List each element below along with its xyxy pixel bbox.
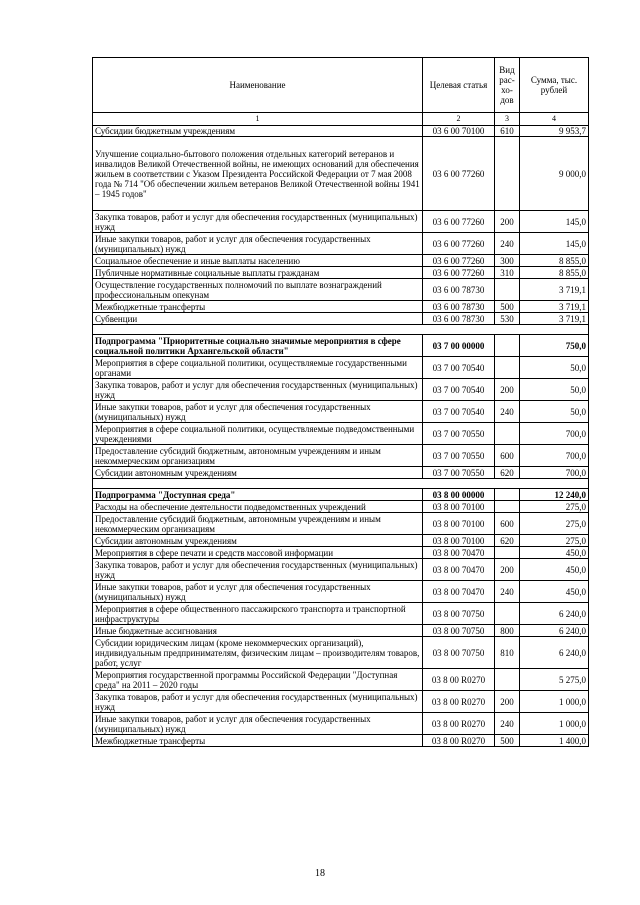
row-sum: 6 240,0 xyxy=(520,637,589,669)
row-sum: 8 855,0 xyxy=(520,255,589,267)
row-name: Закупка товаров, работ и услуг для обеспечения государственных (муниципальных) нужд xyxy=(93,211,423,233)
row-name: Иные закупки товаров, работ и услуг для обеспечения государственных (муниципальных) нужд xyxy=(93,401,423,423)
row-vid xyxy=(495,137,520,211)
row-sum: 450,0 xyxy=(520,547,589,559)
row-code: 03 6 00 77260 xyxy=(423,267,495,279)
row-name: Закупка товаров, работ и услуг для обеспечения государственных (муниципальных) нужд xyxy=(93,559,423,581)
row-sum: 6 240,0 xyxy=(520,625,589,637)
table-row xyxy=(93,423,589,445)
row-sum: 12 240,0 xyxy=(520,489,589,501)
table-row xyxy=(93,445,589,467)
spacer-row xyxy=(93,479,589,489)
header-name: Наименование xyxy=(93,58,423,113)
row-vid: 530 xyxy=(495,313,520,325)
row-code: 03 8 00 70470 xyxy=(423,547,495,559)
row-code: 03 8 00 00000 xyxy=(423,489,495,501)
row-name: Предоставление субсидий бюджетным, автономным учреждениям и иным некоммерческим организациям xyxy=(93,445,423,467)
row-vid: 240 xyxy=(495,713,520,735)
row-code: 03 6 00 77260 xyxy=(423,233,495,255)
row-name: Мероприятия в сфере общественного пассажирского транспорта и транспортной инфраструктуры xyxy=(93,603,423,625)
header-target: Целевая статья xyxy=(423,58,495,113)
row-sum: 3 719,1 xyxy=(520,301,589,313)
row-name: Подпрограмма "Доступная среда" xyxy=(93,489,423,501)
table-row xyxy=(93,513,589,535)
row-code: 03 6 00 77260 xyxy=(423,211,495,233)
row-name: Субсидии автономным учреждениям xyxy=(93,467,423,479)
table-row xyxy=(93,255,589,267)
table-row xyxy=(93,581,589,603)
row-sum: 3 719,1 xyxy=(520,279,589,301)
table-row xyxy=(93,267,589,279)
row-code: 03 7 00 70540 xyxy=(423,401,495,423)
row-vid: 200 xyxy=(495,691,520,713)
table-row xyxy=(93,126,589,137)
row-name: Иные бюджетные ассигнования xyxy=(93,625,423,637)
row-name: Социальное обеспечение и иные выплаты населению xyxy=(93,255,423,267)
row-sum: 3 719,1 xyxy=(520,313,589,325)
document-page xyxy=(92,57,588,747)
spacer-cell xyxy=(93,325,589,335)
row-name: Расходы на обеспечение деятельности подведомственных учреждений xyxy=(93,501,423,513)
header-row xyxy=(93,58,589,113)
row-vid xyxy=(495,489,520,501)
row-name: Иные закупки товаров, работ и услуг для обеспечения государственных (муниципальных) нужд xyxy=(93,713,423,735)
row-vid: 600 xyxy=(495,445,520,467)
row-code: 03 8 00 70750 xyxy=(423,637,495,669)
row-vid: 810 xyxy=(495,637,520,669)
row-code: 03 6 00 78730 xyxy=(423,279,495,301)
table-row xyxy=(93,637,589,669)
row-vid xyxy=(495,279,520,301)
table-row xyxy=(93,559,589,581)
row-sum: 9 953,7 xyxy=(520,126,589,137)
row-vid xyxy=(495,669,520,691)
row-code: 03 8 00 R0270 xyxy=(423,691,495,713)
table-body xyxy=(93,126,589,747)
page-number: 18 xyxy=(315,868,325,879)
table-row xyxy=(93,735,589,747)
spacer-cell xyxy=(93,479,589,489)
row-vid: 500 xyxy=(495,301,520,313)
row-code: 03 8 00 R0270 xyxy=(423,669,495,691)
row-code: 03 7 00 70550 xyxy=(423,445,495,467)
col-num-2: 2 xyxy=(423,113,495,126)
row-name: Мероприятия в сфере печати и средств массовой информации xyxy=(93,547,423,559)
row-name: Осуществление государственных полномочий по выплате вознаграждений профессиональным опекунам xyxy=(93,279,423,301)
row-name: Иные закупки товаров, работ и услуг для обеспечения государственных (муниципальных) нужд xyxy=(93,581,423,603)
table-row xyxy=(93,279,589,301)
row-code: 03 7 00 70540 xyxy=(423,357,495,379)
table-row xyxy=(93,603,589,625)
row-code: 03 8 00 70100 xyxy=(423,501,495,513)
row-vid: 300 xyxy=(495,255,520,267)
row-vid xyxy=(495,423,520,445)
row-name: Субвенции xyxy=(93,313,423,325)
row-code: 03 7 00 70540 xyxy=(423,379,495,401)
row-sum: 750,0 xyxy=(520,335,589,357)
row-name: Мероприятия в сфере социальной политики, осуществляемые государственными органами xyxy=(93,357,423,379)
row-code: 03 8 00 R0270 xyxy=(423,735,495,747)
table-row xyxy=(93,489,589,501)
table-row xyxy=(93,625,589,637)
table-row xyxy=(93,357,589,379)
row-name: Мероприятия государственной программы Российской Федерации "Доступная среда" на 2011 – 2020 годы xyxy=(93,669,423,691)
col-num-1: 1 xyxy=(93,113,423,126)
row-vid: 310 xyxy=(495,267,520,279)
table-row xyxy=(93,401,589,423)
row-code: 03 8 00 70750 xyxy=(423,603,495,625)
spacer-row xyxy=(93,325,589,335)
row-name: Межбюджетные трансферты xyxy=(93,301,423,313)
row-code: 03 8 00 70100 xyxy=(423,535,495,547)
row-sum: 1 400,0 xyxy=(520,735,589,747)
row-sum: 450,0 xyxy=(520,581,589,603)
row-vid: 600 xyxy=(495,513,520,535)
table-row xyxy=(93,691,589,713)
row-code: 03 6 00 78730 xyxy=(423,301,495,313)
row-vid: 200 xyxy=(495,211,520,233)
table-row xyxy=(93,379,589,401)
row-name: Публичные нормативные социальные выплаты гражданам xyxy=(93,267,423,279)
row-sum: 145,0 xyxy=(520,211,589,233)
row-name: Иные закупки товаров, работ и услуг для обеспечения государственных (муниципальных) нужд xyxy=(93,233,423,255)
col-num-4: 4 xyxy=(520,113,589,126)
table-row xyxy=(93,535,589,547)
table-row xyxy=(93,211,589,233)
table-row xyxy=(93,669,589,691)
row-code: 03 6 00 77260 xyxy=(423,137,495,211)
row-sum: 6 240,0 xyxy=(520,603,589,625)
row-code: 03 6 00 70100 xyxy=(423,126,495,137)
table-row xyxy=(93,501,589,513)
table-row xyxy=(93,233,589,255)
table-row xyxy=(93,137,589,211)
row-name: Закупка товаров, работ и услуг для обеспечения государственных (муниципальных) нужд xyxy=(93,691,423,713)
row-code: 03 8 00 70470 xyxy=(423,581,495,603)
row-vid: 800 xyxy=(495,625,520,637)
row-sum: 1 000,0 xyxy=(520,691,589,713)
row-sum: 450,0 xyxy=(520,559,589,581)
row-vid: 240 xyxy=(495,233,520,255)
row-sum: 9 000,0 xyxy=(520,137,589,211)
row-code: 03 8 00 70470 xyxy=(423,559,495,581)
row-vid: 240 xyxy=(495,401,520,423)
row-sum: 700,0 xyxy=(520,423,589,445)
header-vid: Вид рас-хо-дов xyxy=(495,58,520,113)
row-sum: 700,0 xyxy=(520,467,589,479)
column-number-row xyxy=(93,113,589,126)
table-row xyxy=(93,547,589,559)
row-sum: 275,0 xyxy=(520,501,589,513)
table-row xyxy=(93,467,589,479)
col-num-3: 3 xyxy=(495,113,520,126)
row-sum: 5 275,0 xyxy=(520,669,589,691)
row-name: Субсидии автономным учреждениям xyxy=(93,535,423,547)
table-row xyxy=(93,335,589,357)
row-vid: 240 xyxy=(495,581,520,603)
header-sum: Сумма, тыс. рублей xyxy=(520,58,589,113)
table-row xyxy=(93,313,589,325)
row-sum: 700,0 xyxy=(520,445,589,467)
row-name: Закупка товаров, работ и услуг для обеспечения государственных (муниципальных) нужд xyxy=(93,379,423,401)
row-sum: 50,0 xyxy=(520,357,589,379)
row-name: Мероприятия в сфере социальной политики, осуществляемые подведомственными учреждениями xyxy=(93,423,423,445)
row-code: 03 8 00 70750 xyxy=(423,625,495,637)
row-vid xyxy=(495,357,520,379)
row-name: Предоставление субсидий бюджетным, автономным учреждениям и иным некоммерческим организациям xyxy=(93,513,423,535)
row-code: 03 6 00 77260 xyxy=(423,255,495,267)
table-row xyxy=(93,713,589,735)
row-vid xyxy=(495,603,520,625)
row-code: 03 8 00 R0270 xyxy=(423,713,495,735)
row-vid: 620 xyxy=(495,535,520,547)
row-name: Субсидии юридическим лицам (кроме некоммерческих организаций), индивидуальным предпринимателям, физическим лицам – производителям товаров, работ, услуг xyxy=(93,637,423,669)
row-name: Межбюджетные трансферты xyxy=(93,735,423,747)
row-vid: 620 xyxy=(495,467,520,479)
row-vid xyxy=(495,547,520,559)
row-code: 03 8 00 70100 xyxy=(423,513,495,535)
row-sum: 1 000,0 xyxy=(520,713,589,735)
row-code: 03 6 00 78730 xyxy=(423,313,495,325)
table-row xyxy=(93,301,589,313)
budget-table xyxy=(92,57,589,747)
row-code: 03 7 00 70550 xyxy=(423,467,495,479)
row-name: Субсидии бюджетным учреждениям xyxy=(93,126,423,137)
row-name: Подпрограмма "Приоритетные социально значимые мероприятия в сфере социальной политики Архангельской области" xyxy=(93,335,423,357)
row-vid: 500 xyxy=(495,735,520,747)
row-vid xyxy=(495,335,520,357)
row-sum: 145,0 xyxy=(520,233,589,255)
row-vid: 200 xyxy=(495,559,520,581)
row-code: 03 7 00 70550 xyxy=(423,423,495,445)
row-vid: 610 xyxy=(495,126,520,137)
row-sum: 50,0 xyxy=(520,379,589,401)
row-code: 03 7 00 00000 xyxy=(423,335,495,357)
row-name: Улучшение социально-бытового положения отдельных категорий ветеранов и инвалидов Великой Отечественной войны, не имеющих оснований для обеспечения жильем в соответствии с Указом Президента Российской Федерации от 7 мая 2008 года № 714 "Об обеспечении жильем ветеранов Великой Отечественной войны 1941 – 1945 годов" xyxy=(93,137,423,211)
row-sum: 275,0 xyxy=(520,513,589,535)
row-vid: 200 xyxy=(495,379,520,401)
row-vid xyxy=(495,501,520,513)
row-sum: 50,0 xyxy=(520,401,589,423)
row-sum: 275,0 xyxy=(520,535,589,547)
row-sum: 8 855,0 xyxy=(520,267,589,279)
